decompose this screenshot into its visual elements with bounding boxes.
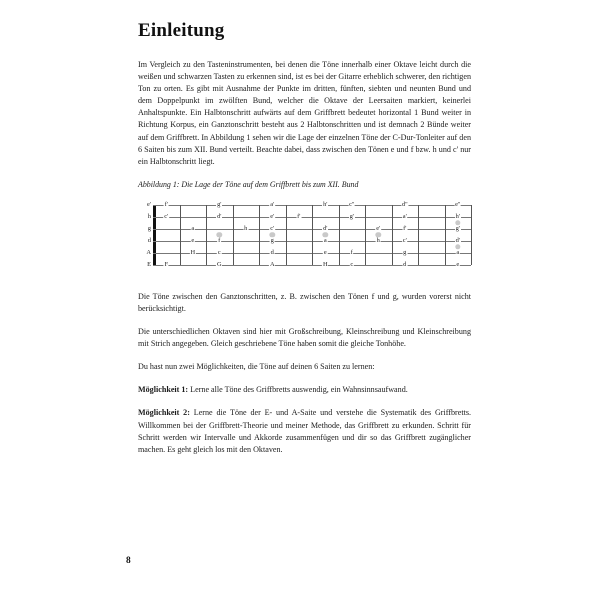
note-s3-f7: d' (323, 224, 328, 232)
note-s4-f10: c' (402, 236, 407, 244)
fret-line-5 (286, 205, 287, 265)
note-s2-f8: g' (349, 212, 354, 220)
note-s2-f3: d' (217, 212, 222, 220)
note-s1-f8: c'' (349, 200, 355, 208)
note-s4-f12: d' (455, 236, 460, 244)
note-s1-f12: e'' (455, 200, 461, 208)
note-s6-f3: G (216, 260, 222, 268)
paragraph-ganztonschritte: Die Töne zwischen den Ganztonschritten, z. B. zwischen den Tönen f und g, wurden vorerst nicht berücksichtigt. (138, 291, 471, 313)
fretboard-diagram (138, 199, 471, 277)
option-2-label: Möglichkeit 2: (138, 408, 190, 418)
option-2-text: Lerne die Töne der E- und A-Saite und verstehe die Systematik des Griffbretts. Willkommen bei der Griffbrett-Theorie und meiner Methode, das Griffbrett zu erkunden. Schritt für Schritt werden wir Intervalle und Akkorde zusammenfügen und dir so das Griffbrett zugänglicher machen. Es geht gleich los mit den Oktaven. (138, 408, 471, 454)
note-s2-f1: c' (164, 212, 169, 220)
note-s3-f5: c' (270, 224, 275, 232)
note-s3-f2: a (191, 224, 195, 232)
note-s2-f6: f' (297, 212, 301, 220)
note-s5-f8: f (350, 248, 353, 256)
option-2 (138, 407, 471, 455)
open-string-3: g (147, 224, 151, 232)
option-1-text: Lerne alle Töne des Griffbretts auswendig, ein Wahnsinnsaufwand. (188, 385, 408, 395)
note-s5-f7: e (323, 248, 327, 256)
fret-line-4 (259, 205, 260, 265)
note-s4-f2: e (191, 236, 195, 244)
note-s2-f5: e' (270, 212, 275, 220)
open-string-2: h (147, 212, 151, 220)
note-s5-f10: g (403, 248, 407, 256)
note-s3-f10: f' (403, 224, 407, 232)
note-s6-f7: H (322, 260, 328, 268)
note-s1-f10: d'' (402, 200, 408, 208)
fret-line-8 (365, 205, 366, 265)
open-string-1: e' (147, 200, 151, 208)
note-s6-f10: d (403, 260, 407, 268)
fret-line-10 (418, 205, 419, 265)
note-s4-f9: h (376, 236, 380, 244)
page-number: 8 (126, 556, 131, 566)
page-title: Einleitung (138, 20, 225, 41)
fret-line-3 (233, 205, 234, 265)
fret-line-1 (180, 205, 181, 265)
note-s1-f1: f' (164, 200, 168, 208)
note-s1-f3: g' (217, 200, 222, 208)
note-s6-f1: F (164, 260, 169, 268)
fret-line-12 (471, 205, 472, 265)
note-s4-f5: g (270, 236, 274, 244)
option-1 (138, 384, 471, 396)
open-string-labels (138, 199, 152, 277)
figure-caption: Abbildung 1: Die Lage der Töne auf dem Griffbrett bis zum XII. Bund (138, 179, 359, 189)
fret-line-2 (206, 205, 207, 265)
paragraph-oktaven: Die unterschiedlichen Oktaven sind hier mit Großschreibung, Kleinschreibung und Kleinschreibung mit Strich angegeben. Gleich geschriebene Töne haben somit die gleiche Tonhöhe. (138, 327, 471, 349)
note-s6-f8: c (350, 260, 354, 268)
fret-line-7 (339, 205, 340, 265)
note-s1-f7: h' (323, 200, 328, 208)
option-1-label: Möglichkeit 1: (138, 385, 189, 395)
note-s5-f5: d (270, 248, 274, 256)
page-content (138, 20, 471, 467)
string-line-6 (153, 265, 471, 266)
nut (153, 205, 156, 265)
fret-line-9 (392, 205, 393, 265)
intro-paragraph: Im Vergleich zu den Tasteninstrumenten, bei denen die Töne innerhalb einer Oktave leicht durch die weißen und schwarzen Tasten zu erkennen sind, ist es bei der Gitarre erheblich schwerer, den richtigen Ton zu orten. Es gibt mit Ausnahme der Punkte im dritten, fünften, siebten und neunten Bund und dem Doppelpunkt im zwölften Bund, welcher die Oktave der Leersaiten markiert, keinerlei Anhaltspunkte. Ein Halbtonschritt aufwärts auf dem Griffbrett bedeutet horizontal 1 Bund weiter in Richtung Korpus, ein Ganztonschritt besteht aus 2 Halbtonschritten und ist demnach 2 Bünde weiter auf dem Griffbrett. In Abbildung 1 sehen wir die Lage der einzelnen Töne der C-Dur-Tonleiter auf den 6 Saiten bis zum XII. Bund verteilt. Beachte dabei, dass zwischen den Tönen e und f bzw. h und c' nur ein Halbtonschritt liegt. (138, 60, 471, 166)
paragraph-moeglichkeiten-intro: Du hast nun zwei Möglichkeiten, die Töne auf deinen 6 Saiten zu lernen: (138, 362, 375, 372)
open-string-6: E (147, 260, 151, 268)
note-s6-f12: e (456, 260, 460, 268)
note-s2-f10: a' (402, 212, 407, 220)
note-s5-f12: a (456, 248, 460, 256)
open-string-5: A (146, 248, 151, 256)
note-s3-f9: e' (376, 224, 381, 232)
note-s3-f4: h (244, 224, 248, 232)
note-s4-f7: a (323, 236, 327, 244)
note-s4-f3: f (218, 236, 221, 244)
open-string-4: d (147, 236, 151, 244)
note-s3-f12: g' (455, 224, 460, 232)
note-s6-f5: A (269, 260, 275, 268)
fret-line-6 (312, 205, 313, 265)
note-s5-f2: H (190, 248, 196, 256)
fret-line-11 (445, 205, 446, 265)
note-s2-f12: h' (455, 212, 460, 220)
note-s5-f3: c (217, 248, 221, 256)
note-s1-f5: a' (270, 200, 275, 208)
fretboard-grid (153, 199, 471, 277)
